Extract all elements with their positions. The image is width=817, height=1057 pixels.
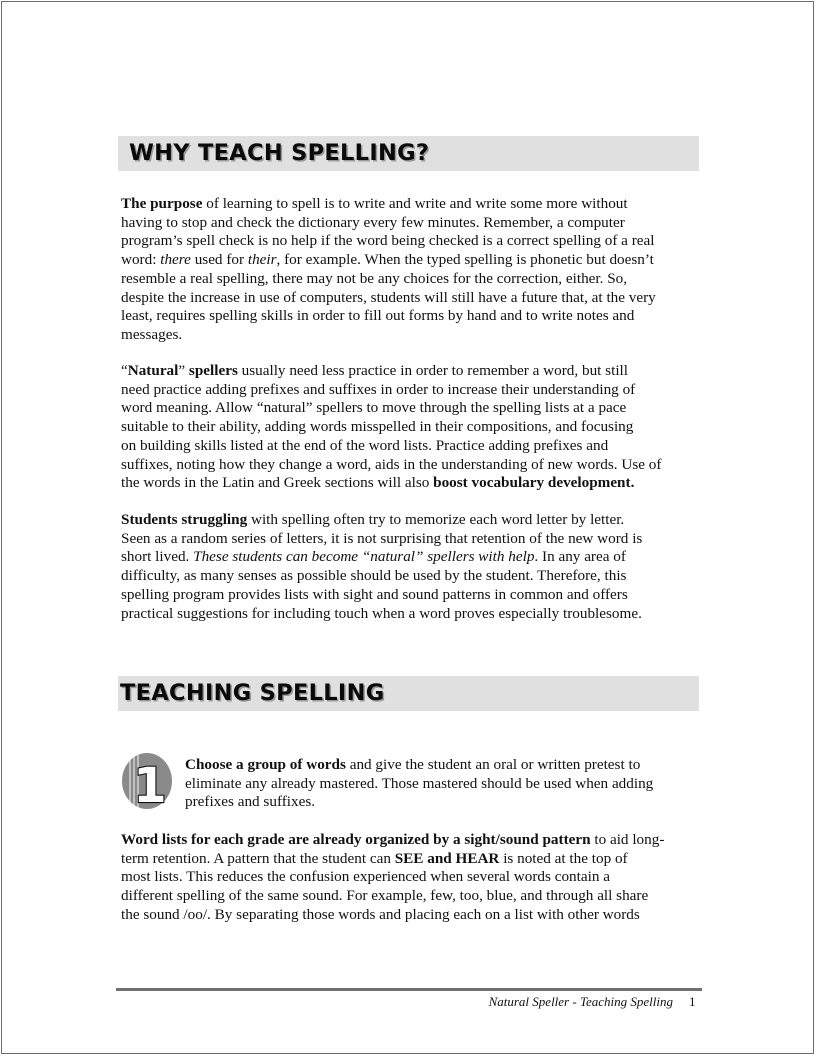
paragraph-purpose xyxy=(121,195,701,345)
text-run: . In any area of xyxy=(534,548,626,566)
text-run: word: xyxy=(121,251,161,269)
text-line: messages. xyxy=(121,325,183,343)
step-number-icon xyxy=(121,752,173,810)
text-line: practical suggestions for including touch when a word proves especially troublesome. xyxy=(121,604,642,622)
text-run: term retention. A pattern that the student can xyxy=(121,849,395,867)
text-run: is noted at the top of xyxy=(499,849,628,867)
bold-phrase: boost vocabulary development. xyxy=(433,474,635,492)
text-line xyxy=(185,756,705,775)
text-run: the words in the Latin and Greek sections will also xyxy=(121,474,434,492)
section-title: WHY TEACH SPELLING? xyxy=(129,140,430,166)
bold-lead: Natural xyxy=(127,362,179,379)
text-line: suffixes, noting how they change a word, aids in the understanding of new words. Use of xyxy=(121,455,662,473)
text-line: difficulty, as many senses as possible should be used by the student. Therefore, this xyxy=(121,567,627,585)
section-title: TEACHING SPELLING xyxy=(120,680,385,706)
bold-phrase: SEE and HEAR xyxy=(394,849,500,867)
text-run: short lived. xyxy=(121,548,194,566)
paragraph-step-1 xyxy=(185,756,705,812)
section-header-teaching-spelling xyxy=(118,676,699,711)
section-header-why-teach-spelling xyxy=(118,136,699,171)
text-line: different spelling of the same sound. For example, few, too, blue, and through all share xyxy=(121,887,649,905)
text-line xyxy=(121,548,701,567)
text-line: having to stop and check the dictionary every few minutes. Remember, a computer xyxy=(121,213,625,231)
text-run: ” xyxy=(178,362,189,379)
text-line: least, requires spelling skills in order to fill out forms by hand and to write notes and xyxy=(121,307,635,325)
text-line: suitable to their ability, adding words misspelled in their compositions, and focusing xyxy=(121,418,634,436)
text-line xyxy=(121,831,701,850)
italic-phrase: These students can become “natural” spellers with help xyxy=(193,548,535,566)
text-run: of learning to spell is to write and write and write some more without xyxy=(202,195,628,212)
text-line: Seen as a random series of letters, it is not surprising that retention of the new word is xyxy=(121,529,643,547)
text-run: with spelling often try to memorize each word letter by letter. xyxy=(247,511,625,528)
bold-lead: Students struggling xyxy=(121,511,248,528)
page-number: 1 xyxy=(689,994,696,1009)
step-number: 1 xyxy=(133,758,167,810)
text-run: to aid long- xyxy=(590,831,665,848)
italic-word: their xyxy=(247,251,277,269)
bold-lead: The purpose xyxy=(121,195,203,212)
text-line: program’s spell check is no help if the word being checked is a correct spelling of a real xyxy=(121,232,655,250)
text-run: usually need less practice in order to remember a word, but still xyxy=(237,362,628,379)
text-line: eliminate any already mastered. Those mastered should be used when adding xyxy=(185,774,654,792)
text-line: resemble a real spelling, there may not be any choices for the correction, either. So, xyxy=(121,269,628,287)
text-line xyxy=(121,362,701,381)
text-line xyxy=(121,511,701,530)
text-line: prefixes and suffixes. xyxy=(185,793,316,811)
text-line: need practice adding prefixes and suffixes in order to increase their understanding of xyxy=(121,380,636,398)
text-line: spelling program provides lists with sight and sound patterns in common and offers xyxy=(121,585,628,603)
text-run: used for xyxy=(190,251,248,269)
bold-lead: Word lists for each grade are already organized by a sight/sound pattern xyxy=(121,831,591,848)
bold-lead: Choose a group of words xyxy=(185,756,346,773)
footer-divider xyxy=(116,988,702,991)
paragraph-word-lists xyxy=(121,831,701,925)
bold-lead: spellers xyxy=(188,362,238,379)
text-line xyxy=(121,474,701,493)
text-run: , for example. When the typed spelling is phonetic but doesn’t xyxy=(276,251,654,269)
text-line: despite the increase in use of computers, students will still have a future that, at the very xyxy=(121,288,656,306)
text-line: the sound /oo/. By separating those words and placing each on a list with other words xyxy=(121,905,640,923)
footer-title: Natural Speller - Teaching Spelling xyxy=(488,994,673,1009)
text-line xyxy=(121,251,701,270)
text-run: “ xyxy=(121,362,128,379)
paragraph-natural-spellers xyxy=(121,362,701,493)
text-line xyxy=(121,850,701,869)
text-line: word meaning. Allow “natural” spellers to move through the spelling lists at a pace xyxy=(121,399,627,417)
text-line: on building skills listed at the end of the word lists. Practice adding prefixes and xyxy=(121,436,609,454)
paragraph-struggling-students xyxy=(121,511,701,623)
text-line: most lists. This reduces the confusion experienced when several words contain a xyxy=(121,868,610,886)
text-run: and give the student an oral or written pretest to xyxy=(345,756,641,773)
text-line xyxy=(121,195,701,214)
italic-word: there xyxy=(160,251,191,269)
